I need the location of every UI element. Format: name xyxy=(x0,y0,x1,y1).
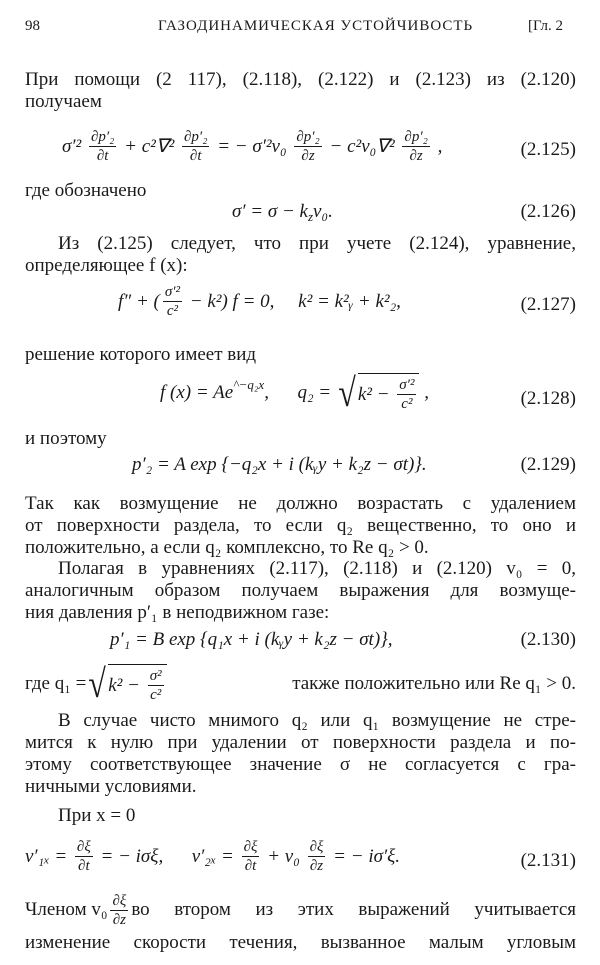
text-line: и поэтому xyxy=(25,428,107,449)
equation-number: (2.127) xyxy=(520,294,576,315)
numerator: σ′² xyxy=(399,377,415,393)
fraction xyxy=(308,838,326,875)
equation-number: (2.131) xyxy=(520,850,576,871)
text-line: мится к нулю при удалении от поверхности раздела и по- xyxy=(25,732,576,753)
denominator: ∂t xyxy=(189,148,202,164)
fraction xyxy=(163,283,182,320)
inline-derivative xyxy=(107,892,131,929)
superscript: ^−q₂x xyxy=(233,377,265,392)
math-text: , q₂ = xyxy=(264,382,336,403)
math-text: , xyxy=(419,382,429,403)
numerator: ∂ξ xyxy=(243,839,258,855)
text-line: В случае чисто мнимого q₂ или q₁ возмущение не стре- xyxy=(58,710,577,731)
math-text: f (x) = Ae xyxy=(160,382,234,403)
numerator: ∂ξ xyxy=(309,839,324,855)
math-text: f″ + ( xyxy=(118,290,160,312)
math-text: = − iσξ, v′₂ₓ = xyxy=(95,845,239,867)
denominator: ∂z xyxy=(112,911,127,928)
math-text: , xyxy=(432,135,443,157)
text-line: определяющее f (x): xyxy=(25,255,188,276)
radicand xyxy=(108,664,166,704)
equation-number: (2.129) xyxy=(520,454,576,475)
equation-number: (2.125) xyxy=(520,139,576,160)
math-text: − c²v₀∇² xyxy=(324,136,400,157)
math-text: − k²) f = 0, k² = k²ᵧ + k²₂, xyxy=(185,290,401,312)
numerator: σ² xyxy=(149,668,162,684)
denominator: ∂z xyxy=(301,148,315,164)
fraction xyxy=(294,128,321,165)
equation-2-128 xyxy=(160,370,429,415)
subscript: z xyxy=(307,209,314,224)
radicand xyxy=(358,373,420,413)
math-text: v₀. xyxy=(313,201,333,222)
numerator: ∂ξ xyxy=(112,892,127,909)
denominator: ∂z xyxy=(309,858,324,874)
q1-root-expression xyxy=(86,661,166,706)
math-text: = − σ′²v₀ xyxy=(212,135,292,157)
fraction xyxy=(110,892,128,929)
numerator: σ′² xyxy=(164,284,181,300)
text-line: изменение скорости течения, вызванное малым угловым xyxy=(25,932,576,953)
chapter-label: [Гл. 2 xyxy=(528,18,564,34)
text-line: аналогичным образом получаем выражения для возмуще- xyxy=(25,580,576,601)
denominator: c² xyxy=(150,687,162,703)
math-text: + c²∇² xyxy=(119,136,180,157)
text-fragment: где q₁ = xyxy=(25,673,87,694)
text-line: При x = 0 xyxy=(58,805,136,826)
math-text: v′₁ₓ = xyxy=(25,845,72,867)
text-line: положительно, а если q₂ комплексно, то Re q₂ > 0. xyxy=(25,537,429,558)
equation-number: (2.126) xyxy=(520,201,576,222)
text-line xyxy=(25,661,576,706)
numerator: ∂p′₂ xyxy=(404,129,428,145)
fraction xyxy=(397,376,416,413)
equation-2-131 xyxy=(25,838,400,875)
square-root xyxy=(86,661,166,706)
text-line: Полагая в уравнениях (2.117), (2.118) и (2.120) v₀ = 0, xyxy=(58,558,576,579)
equation-2-129 xyxy=(132,454,427,476)
text-fragment: Членом v₀ xyxy=(25,899,108,920)
fraction xyxy=(75,838,93,875)
numerator: ∂p′₂ xyxy=(296,129,320,145)
math-text: + v₀ xyxy=(262,845,305,867)
text-fragment: во втором из этих выражений учитывается xyxy=(131,899,576,920)
equation-number: (2.128) xyxy=(520,388,576,409)
text-line: этому соответствующее значение σ не согласуется с гра- xyxy=(25,754,576,775)
denominator: c² xyxy=(166,303,179,319)
math-text: p′₁ = B exp {q₁x + i (kᵧy + k₂z − σt)}, xyxy=(110,629,393,650)
text-fragment: также положительно или Re q₁ > 0. xyxy=(292,673,576,694)
fraction xyxy=(402,128,429,165)
equation-number: (2.130) xyxy=(520,629,576,650)
square-root xyxy=(336,370,420,415)
numerator: ∂p′₂ xyxy=(184,129,208,145)
text-line: ния давления p′₁ в неподвижном газе: xyxy=(25,602,330,623)
running-title: ГАЗОДИНАМИЧЕСКАЯ УСТОЙЧИВОСТЬ xyxy=(158,18,474,34)
text-line: от поверхности раздела, то если q₂ вещественно, то оно и xyxy=(25,515,576,536)
math-text: σ′ = σ − k xyxy=(232,201,308,222)
text-line: Из (2.125) следует, что при учете (2.124), уравнение, xyxy=(58,233,576,254)
math-text: k² − xyxy=(357,383,395,405)
math-text: p′₂ = A exp {−q₂x + i (kᵧy + k₂z − σt)}. xyxy=(132,454,427,475)
fraction xyxy=(148,667,164,704)
radical-sign: √ xyxy=(338,370,356,415)
equation-2-130 xyxy=(110,629,393,651)
text-line: ничными условиями. xyxy=(25,776,197,797)
text-line: При помощи (2 117), (2.118), (2.122) и (2.123) из (2.120) xyxy=(25,69,576,90)
text-line: Так как возмущение не должно возрастать с удалением xyxy=(25,493,576,514)
text-line xyxy=(25,892,576,928)
math-text: = − iσ′ξ. xyxy=(328,845,401,867)
numerator: ∂ξ xyxy=(76,839,91,855)
text-line: решение которого имеет вид xyxy=(25,344,257,365)
text-line: получаем xyxy=(25,91,102,112)
fraction xyxy=(242,838,260,875)
math-text: k² − xyxy=(108,674,145,696)
denominator: ∂t xyxy=(96,148,109,164)
numerator: ∂p′₂ xyxy=(90,129,115,145)
equation-2-125 xyxy=(62,128,442,165)
math-text: σ′² xyxy=(62,135,86,157)
denominator: c² xyxy=(401,396,413,412)
page-number: 98 xyxy=(25,18,40,34)
fraction xyxy=(182,128,209,165)
fraction xyxy=(89,128,116,165)
text-line: где обозначено xyxy=(25,180,147,201)
equation-2-126 xyxy=(232,201,333,223)
denominator: ∂t xyxy=(78,858,90,874)
denominator: ∂z xyxy=(409,148,423,164)
denominator: ∂t xyxy=(244,858,257,874)
radical-sign: √ xyxy=(88,661,107,706)
equation-2-127 xyxy=(118,283,401,320)
